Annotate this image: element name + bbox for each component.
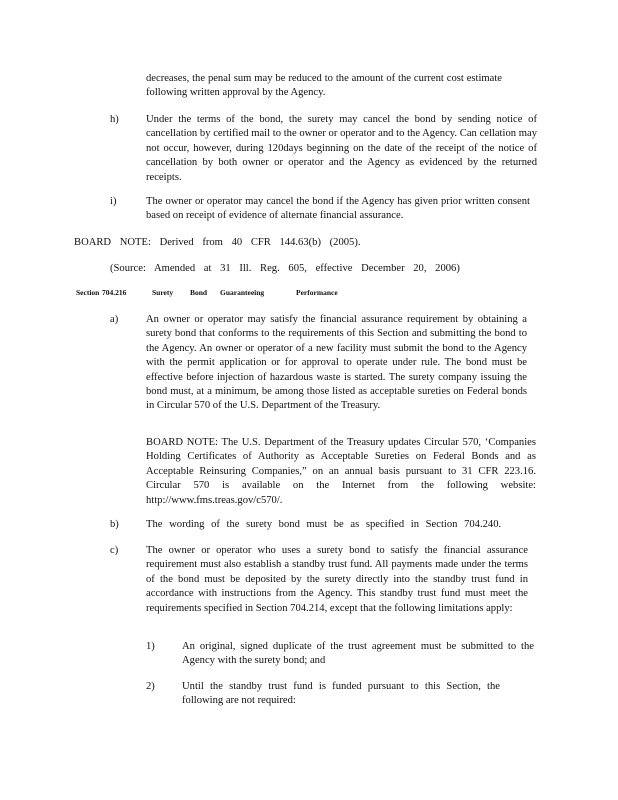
- source-note: (Source: Amended at 31 Ill. Reg. 605, effective December 20, 2006): [110, 263, 460, 274]
- item-i-text: The owner or operator may cancel the bond if the Agency has given prior written consent based on receipt of evidence of alternate financial assurance.: [146, 196, 530, 222]
- section-title-word: Performance: [296, 288, 338, 297]
- item-c-text: The owner or operator who uses a surety bond to satisfy the financial assurance requirement must also establish a standby trust fund. All payments made under the terms of the bond must be deposited by the surety directly into the standby trust fund in accordance with instructions from the Agency. This standby trust fund must meet the requirements specified in Section 704.214, except that the following limitations apply:: [146, 545, 528, 614]
- sub-item-1-label: 1): [146, 641, 155, 652]
- item-a-label: a): [110, 314, 119, 325]
- item-a-text: An owner or operator may satisfy the financial assurance requirement by obtaining a surety bond that conforms to the requirements of this Section and submitting the bond to the Agency. An owner or operator of a new facility must submit the bond to the Agency with the permit application or for approval to operate under rule. The bond must be effective before injection of hazardous waste is started. The surety company issuing the bond must, at a minimum, be among those listed as acceptable sureties on Federal bonds in Circular 570 of the U.S. Department of the Treasury.: [146, 314, 527, 412]
- item-b-text: The wording of the surety bond must be as specified in Section 704.240.: [146, 519, 502, 530]
- section-title-word: Surety: [152, 288, 174, 297]
- item-c-label: c): [110, 545, 119, 556]
- section-title-word: Bond: [190, 288, 208, 297]
- section-title-word: Guaranteeing: [220, 288, 265, 297]
- item-i-label: i): [110, 196, 117, 207]
- section-number: 704.216: [102, 288, 127, 297]
- item-b-label: b): [110, 519, 119, 530]
- sub-item-2-label: 2): [146, 681, 155, 692]
- item-h-text: Under the terms of the bond, the surety may cancel the bond by sending notice of cancellation by certified mail to the owner or operator and to the Agency. Can cellation may not occur, however, during 120days beginning on the date of the receipt of the notice of cancellation by both owner or operator and the Agency as evidenced by the returned receipts.: [146, 114, 537, 183]
- section-heading-word: Section: [76, 288, 100, 297]
- sub-item-2-text: Until the standby trust fund is funded pursuant to this Section, the following are not required:: [182, 681, 500, 707]
- sub-item-1-text: An original, signed duplicate of the trust agreement must be submitted to the Agency with the surety bond; and: [182, 641, 534, 667]
- board-note-derived: BOARD NOTE: Derived from 40 CFR 144.63(b) (2005).: [74, 237, 361, 248]
- continuation-paragraph: decreases, the penal sum may be reduced to the amount of the current cost estimate following written approval by the Agency.: [146, 73, 502, 99]
- item-h-label: h): [110, 114, 119, 125]
- item-a-board-note: BOARD NOTE: The U.S. Department of the Treasury updates Circular 570, ‘Companies Holding Certificates of Authority as Acceptable Sureties on Federal Bonds and as Acceptable Reinsuring Companies,” on an annual basis pursuant to 31 CFR 223.16. Circular 570 is available on the Internet from the following website: http://www.fms.treas.gov/c570/.: [146, 437, 536, 506]
